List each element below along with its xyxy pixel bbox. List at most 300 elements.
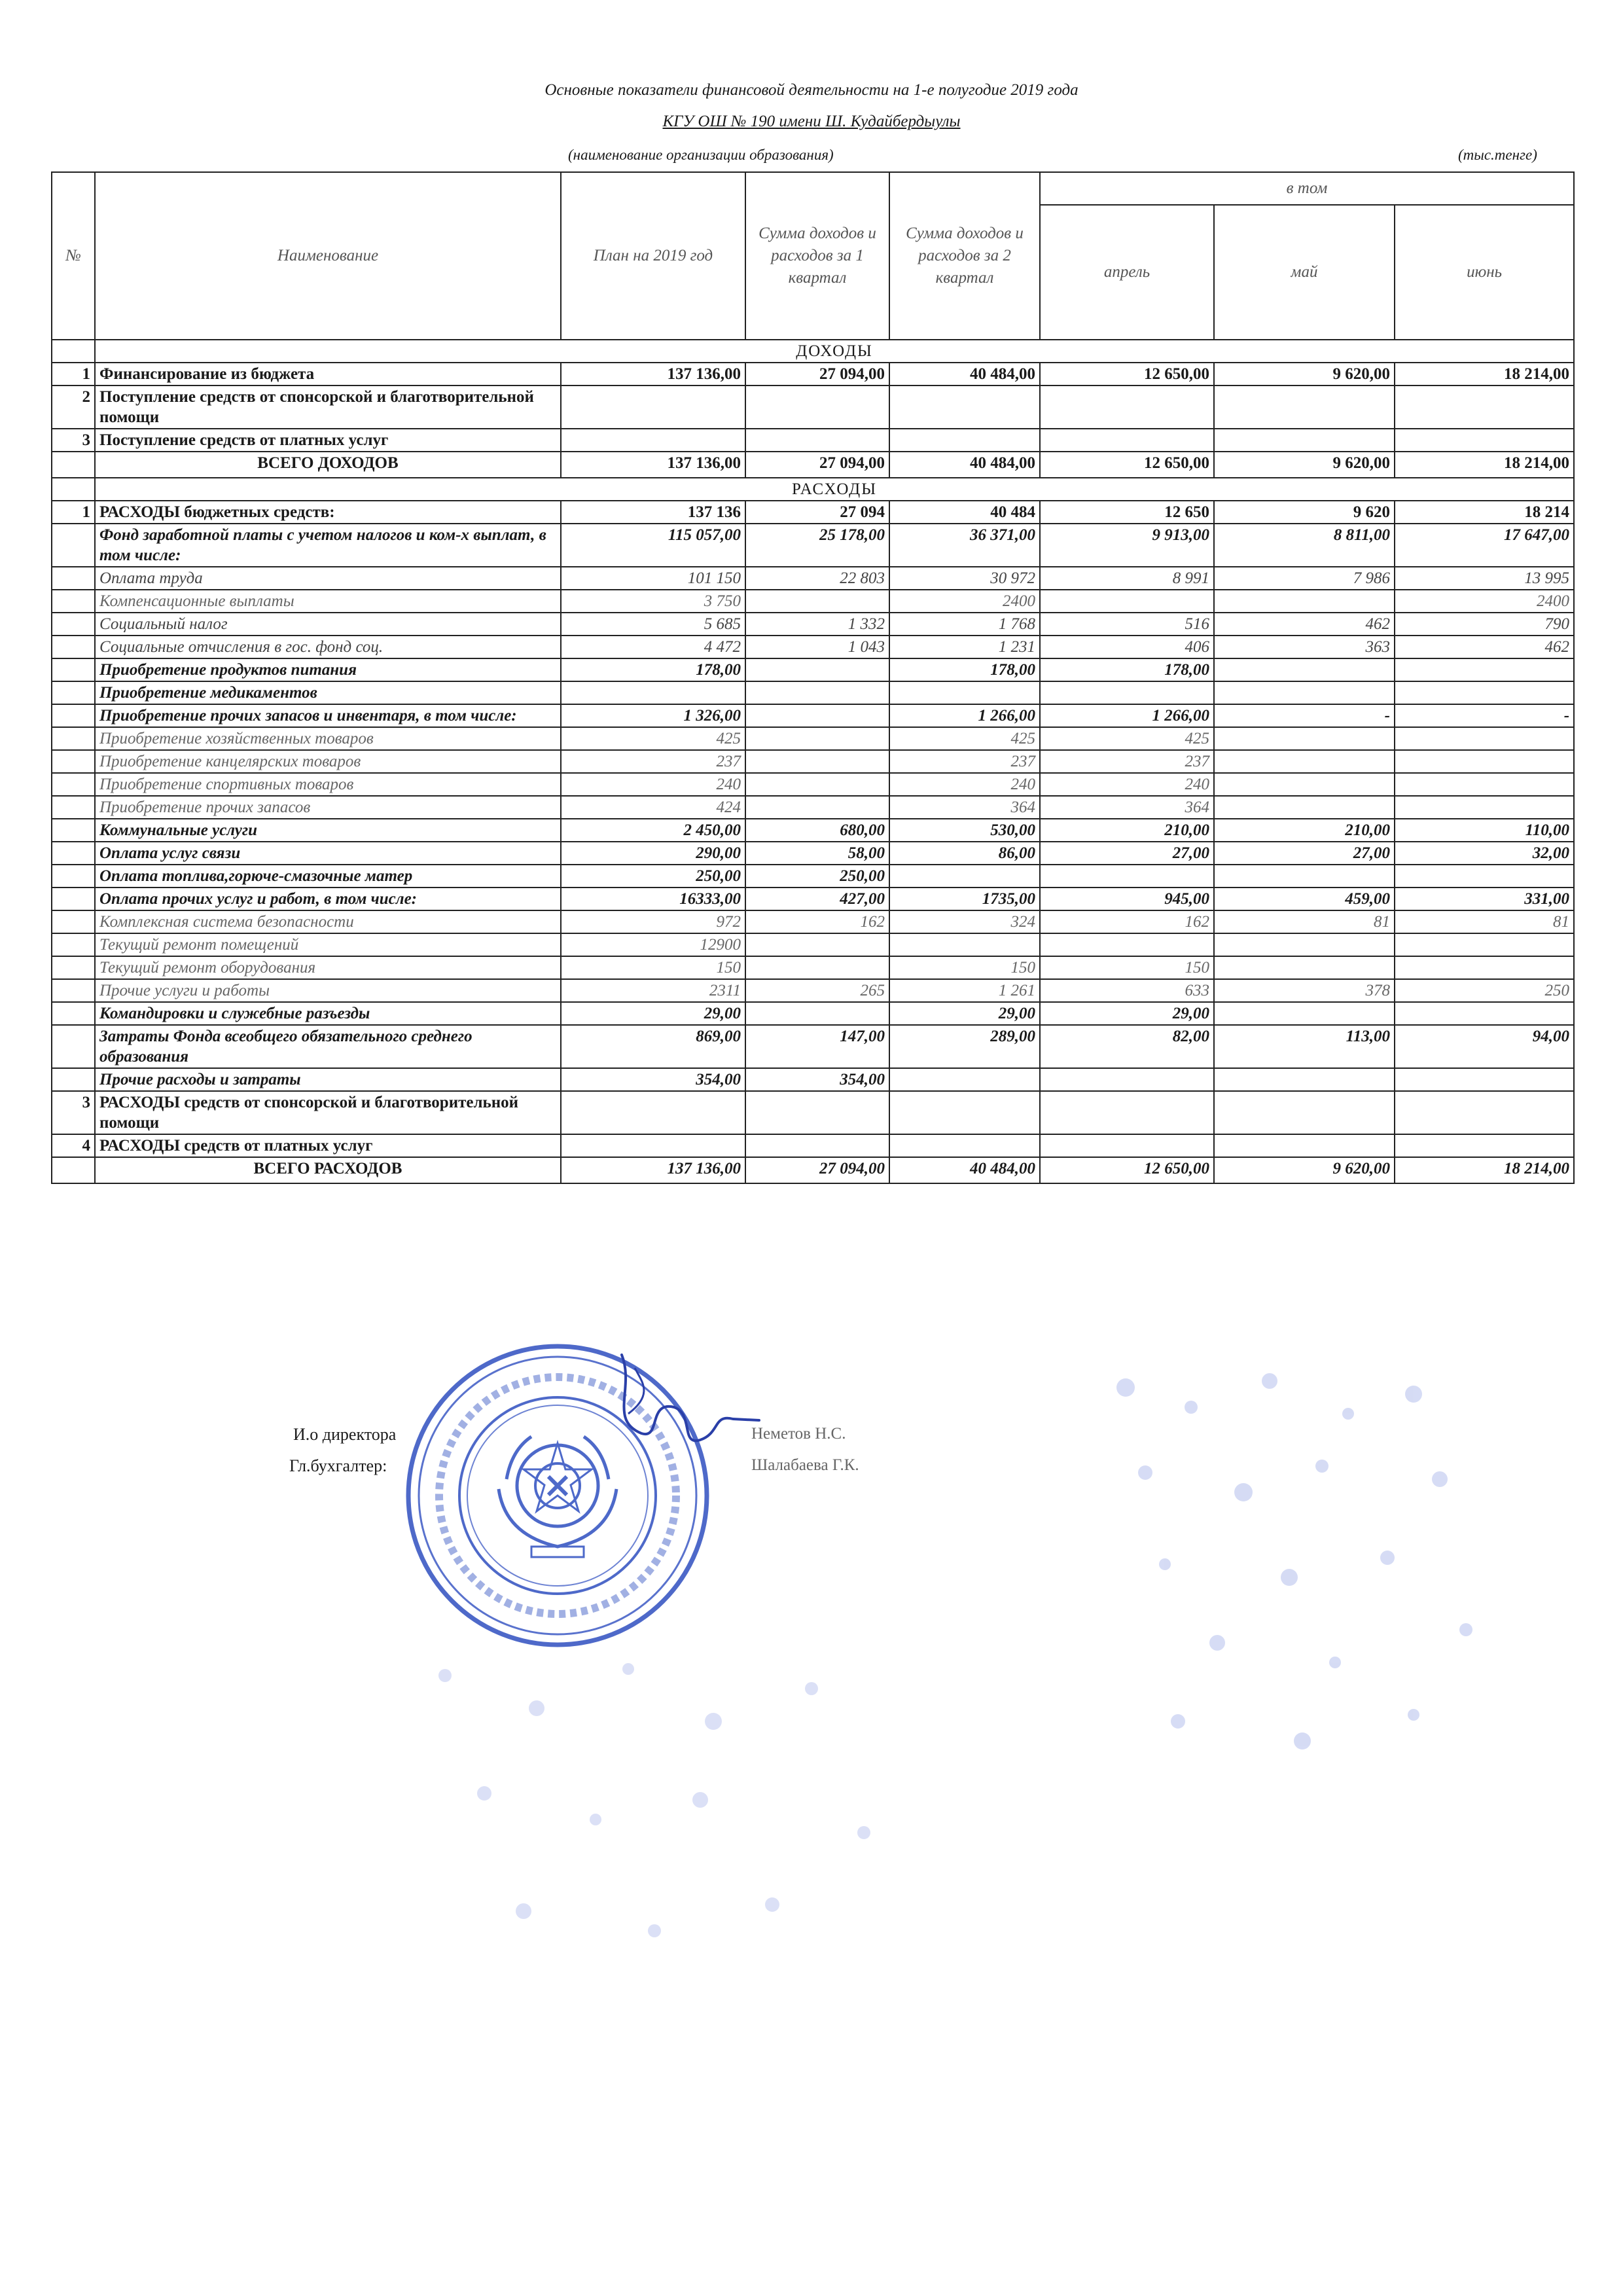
row-number <box>52 452 95 478</box>
row-value-plan: 137 136,00 <box>561 363 745 386</box>
row-number: 2 <box>52 386 95 429</box>
table-row <box>52 750 1574 773</box>
col-april-header: апрель <box>1040 205 1214 340</box>
row-number <box>52 956 95 979</box>
row-value-q1 <box>745 773 889 796</box>
row-value-q2: 40 484 <box>889 501 1040 524</box>
table-row <box>52 1134 1574 1157</box>
row-value-may <box>1214 1134 1395 1157</box>
section-number-cell <box>52 340 95 363</box>
row-value-may: 81 <box>1214 910 1395 933</box>
row-value-q1: 162 <box>745 910 889 933</box>
row-value-plan: 115 057,00 <box>561 524 745 567</box>
row-value-q2: 40 484,00 <box>889 363 1040 386</box>
row-number <box>52 933 95 956</box>
row-value-q2 <box>889 386 1040 429</box>
row-value-plan: 137 136 <box>561 501 745 524</box>
row-value-q2: 1 266,00 <box>889 704 1040 727</box>
row-name: РАСХОДЫ средств от платных услуг <box>95 1134 561 1157</box>
row-name: Прочие расходы и затраты <box>95 1068 561 1091</box>
table-row <box>52 1068 1574 1091</box>
organization-name-text: КГУ ОШ № 190 имени Ш. Кудайбердыулы <box>662 113 961 130</box>
row-number <box>52 865 95 888</box>
row-number <box>52 704 95 727</box>
row-value-q1 <box>745 750 889 773</box>
table-body <box>52 340 1574 1183</box>
row-value-q1: 265 <box>745 979 889 1002</box>
row-value-plan <box>561 1134 745 1157</box>
row-value-q1 <box>745 796 889 819</box>
row-number <box>52 1025 95 1068</box>
table-row <box>52 819 1574 842</box>
row-value-q1 <box>745 386 889 429</box>
row-value-may <box>1214 681 1395 704</box>
row-value-q2: 1 768 <box>889 613 1040 636</box>
row-name: Приобретение продуктов питания <box>95 658 561 681</box>
row-value-q1 <box>745 1002 889 1025</box>
header-row <box>52 172 1574 205</box>
row-name: РАСХОДЫ средств от спонсорской и благотворительной помощи <box>95 1091 561 1134</box>
row-value-apr: 150 <box>1040 956 1214 979</box>
row-number <box>52 910 95 933</box>
row-value-jun <box>1395 1134 1574 1157</box>
row-value-q2: 240 <box>889 773 1040 796</box>
row-value-may <box>1214 1068 1395 1091</box>
row-value-q2: 40 484,00 <box>889 452 1040 478</box>
row-value-q2: 1735,00 <box>889 888 1040 910</box>
row-name: Оплата топлива,горюче-смазочные матер <box>95 865 561 888</box>
income-section-header <box>52 340 1574 363</box>
col-number-header: № <box>52 172 95 340</box>
table-row <box>52 1025 1574 1068</box>
row-name: Текущий ремонт оборудования <box>95 956 561 979</box>
row-value-may: 363 <box>1214 636 1395 658</box>
row-value-q1: 27 094,00 <box>745 363 889 386</box>
row-value-plan: 12900 <box>561 933 745 956</box>
row-value-apr: 9 913,00 <box>1040 524 1214 567</box>
row-value-q1: 147,00 <box>745 1025 889 1068</box>
row-value-plan: 3 750 <box>561 590 745 613</box>
row-value-q2 <box>889 429 1040 452</box>
row-number <box>52 658 95 681</box>
row-value-q1 <box>745 429 889 452</box>
row-value-jun <box>1395 681 1574 704</box>
row-value-q2: 1 231 <box>889 636 1040 658</box>
accountant-label: Гл.бухгалтер: <box>289 1456 387 1475</box>
row-value-jun: 13 995 <box>1395 567 1574 590</box>
row-value-q1: 354,00 <box>745 1068 889 1091</box>
row-name: Поступление средств от спонсорской и благотворительной помощи <box>95 386 561 429</box>
row-value-jun: 32,00 <box>1395 842 1574 865</box>
section-number-cell <box>52 478 95 501</box>
row-name: Финансирование из бюджета <box>95 363 561 386</box>
table-row <box>52 796 1574 819</box>
table-row <box>52 613 1574 636</box>
row-value-jun: 18 214,00 <box>1395 452 1574 478</box>
table-row <box>52 888 1574 910</box>
row-value-may: 9 620,00 <box>1214 452 1395 478</box>
row-number <box>52 796 95 819</box>
row-value-q2: 324 <box>889 910 1040 933</box>
table-row <box>52 865 1574 888</box>
row-value-q2: 178,00 <box>889 658 1040 681</box>
row-name: Компенсационные выплаты <box>95 590 561 613</box>
row-value-q1: 22 803 <box>745 567 889 590</box>
row-value-q1 <box>745 658 889 681</box>
row-value-q2: 237 <box>889 750 1040 773</box>
row-value-plan: 101 150 <box>561 567 745 590</box>
row-value-q1: 27 094,00 <box>745 452 889 478</box>
table-row <box>52 910 1574 933</box>
organization-name <box>0 113 1623 131</box>
row-value-jun: 81 <box>1395 910 1574 933</box>
row-number <box>52 613 95 636</box>
row-value-may <box>1214 1091 1395 1134</box>
col-name-header: Наименование <box>95 172 561 340</box>
row-value-apr <box>1040 681 1214 704</box>
row-value-plan: 972 <box>561 910 745 933</box>
col-june-header: июнь <box>1395 205 1574 340</box>
row-value-q2: 40 484,00 <box>889 1157 1040 1183</box>
row-value-jun <box>1395 1002 1574 1025</box>
row-value-plan <box>561 429 745 452</box>
row-value-q1: 27 094 <box>745 501 889 524</box>
row-value-apr: 945,00 <box>1040 888 1214 910</box>
row-name: Оплата труда <box>95 567 561 590</box>
row-value-jun: 331,00 <box>1395 888 1574 910</box>
row-value-apr: 8 991 <box>1040 567 1214 590</box>
row-value-plan: 237 <box>561 750 745 773</box>
row-value-q2 <box>889 1091 1040 1134</box>
table-row <box>52 842 1574 865</box>
col-plan-header: План на 2019 год <box>561 172 745 340</box>
row-value-q2: 364 <box>889 796 1040 819</box>
row-value-plan: 2311 <box>561 979 745 1002</box>
table-row <box>52 933 1574 956</box>
row-value-plan: 869,00 <box>561 1025 745 1068</box>
row-value-q1: 250,00 <box>745 865 889 888</box>
row-value-apr: 364 <box>1040 796 1214 819</box>
row-value-q2: 530,00 <box>889 819 1040 842</box>
table-row <box>52 567 1574 590</box>
row-value-apr: 12 650,00 <box>1040 1157 1214 1183</box>
row-value-jun <box>1395 796 1574 819</box>
row-value-jun: 250 <box>1395 979 1574 1002</box>
row-value-jun <box>1395 750 1574 773</box>
row-value-plan: 290,00 <box>561 842 745 865</box>
table-row <box>52 1002 1574 1025</box>
row-number: 1 <box>52 501 95 524</box>
row-value-jun: 18 214,00 <box>1395 1157 1574 1183</box>
row-value-plan: 250,00 <box>561 865 745 888</box>
row-value-may: 378 <box>1214 979 1395 1002</box>
table-row <box>52 658 1574 681</box>
row-value-may <box>1214 796 1395 819</box>
row-value-may <box>1214 386 1395 429</box>
row-value-plan: 240 <box>561 773 745 796</box>
table-row <box>52 773 1574 796</box>
row-name: Прочие услуги и работы <box>95 979 561 1002</box>
row-value-may: 210,00 <box>1214 819 1395 842</box>
row-value-apr <box>1040 590 1214 613</box>
row-value-jun: 462 <box>1395 636 1574 658</box>
table-row <box>52 524 1574 567</box>
ink-bleed-marks <box>1073 1368 1531 1774</box>
row-value-apr <box>1040 1091 1214 1134</box>
table-row <box>52 501 1574 524</box>
row-value-jun <box>1395 933 1574 956</box>
row-name: Текущий ремонт помещений <box>95 933 561 956</box>
table-row <box>52 363 1574 386</box>
row-number <box>52 979 95 1002</box>
row-value-jun: 17 647,00 <box>1395 524 1574 567</box>
row-value-q1: 58,00 <box>745 842 889 865</box>
row-value-q2: 30 972 <box>889 567 1040 590</box>
ink-bleed-marks-lower <box>406 1649 903 1977</box>
row-name: Командировки и служебные разъезды <box>95 1002 561 1025</box>
row-value-may <box>1214 727 1395 750</box>
row-name: ВСЕГО РАСХОДОВ <box>95 1157 561 1183</box>
row-value-plan: 29,00 <box>561 1002 745 1025</box>
row-value-apr: 162 <box>1040 910 1214 933</box>
row-value-apr: 12 650 <box>1040 501 1214 524</box>
row-value-apr <box>1040 429 1214 452</box>
row-number: 3 <box>52 1091 95 1134</box>
row-value-apr: 12 650,00 <box>1040 363 1214 386</box>
row-name: Оплата прочих услуг и работ, в том числе: <box>95 888 561 910</box>
director-name: Неметов Н.С. <box>751 1425 846 1443</box>
row-value-plan <box>561 386 745 429</box>
row-value-plan <box>561 681 745 704</box>
table-row <box>52 727 1574 750</box>
row-value-jun <box>1395 386 1574 429</box>
row-value-q1: 680,00 <box>745 819 889 842</box>
row-value-jun: 18 214 <box>1395 501 1574 524</box>
total-row <box>52 1157 1574 1183</box>
row-value-jun: 18 214,00 <box>1395 363 1574 386</box>
row-value-q1 <box>745 590 889 613</box>
row-value-apr: 406 <box>1040 636 1214 658</box>
row-value-plan: 137 136,00 <box>561 452 745 478</box>
row-number <box>52 1002 95 1025</box>
document-title: Основные показатели финансовой деятельности на 1-е полугодие 2019 года <box>544 81 1079 99</box>
row-value-q1 <box>745 727 889 750</box>
row-value-plan <box>561 1091 745 1134</box>
row-value-apr: 27,00 <box>1040 842 1214 865</box>
row-value-apr: 237 <box>1040 750 1214 773</box>
row-value-plan: 4 472 <box>561 636 745 658</box>
row-value-may <box>1214 590 1395 613</box>
row-value-apr: 29,00 <box>1040 1002 1214 1025</box>
row-value-q2: 2400 <box>889 590 1040 613</box>
row-name: Комплексная система безопасности <box>95 910 561 933</box>
col-may-header: май <box>1214 205 1395 340</box>
row-value-plan: 137 136,00 <box>561 1157 745 1183</box>
row-value-q1: 1 043 <box>745 636 889 658</box>
table-row <box>52 681 1574 704</box>
row-value-may <box>1214 773 1395 796</box>
row-value-apr <box>1040 865 1214 888</box>
row-name: Приобретение хозяйственных товаров <box>95 727 561 750</box>
row-value-q1 <box>745 1134 889 1157</box>
row-value-jun <box>1395 956 1574 979</box>
row-value-apr: 1 266,00 <box>1040 704 1214 727</box>
row-value-apr: 178,00 <box>1040 658 1214 681</box>
financial-table <box>51 171 1575 1184</box>
row-name: Приобретение прочих запасов <box>95 796 561 819</box>
row-value-apr: 425 <box>1040 727 1214 750</box>
row-value-jun: 790 <box>1395 613 1574 636</box>
row-value-may: 27,00 <box>1214 842 1395 865</box>
row-name: Приобретение спортивных товаров <box>95 773 561 796</box>
row-value-jun: - <box>1395 704 1574 727</box>
row-value-plan: 1 326,00 <box>561 704 745 727</box>
row-value-plan: 5 685 <box>561 613 745 636</box>
row-value-q2: 289,00 <box>889 1025 1040 1068</box>
row-name: Приобретение медикаментов <box>95 681 561 704</box>
table-row <box>52 636 1574 658</box>
row-name: РАСХОДЫ бюджетных средств: <box>95 501 561 524</box>
row-value-may <box>1214 658 1395 681</box>
row-value-apr <box>1040 1068 1214 1091</box>
row-number <box>52 819 95 842</box>
expense-section-header <box>52 478 1574 501</box>
row-value-plan: 150 <box>561 956 745 979</box>
row-name: Оплата услуг связи <box>95 842 561 865</box>
row-number <box>52 842 95 865</box>
row-value-q2 <box>889 865 1040 888</box>
row-number <box>52 636 95 658</box>
row-value-q2: 150 <box>889 956 1040 979</box>
row-value-q2 <box>889 1068 1040 1091</box>
table-row <box>52 979 1574 1002</box>
row-number <box>52 524 95 567</box>
row-value-may: 7 986 <box>1214 567 1395 590</box>
row-value-plan: 354,00 <box>561 1068 745 1091</box>
row-value-q1: 25 178,00 <box>745 524 889 567</box>
row-value-q1: 27 094,00 <box>745 1157 889 1183</box>
row-value-jun <box>1395 1091 1574 1134</box>
row-number <box>52 750 95 773</box>
row-value-q2: 29,00 <box>889 1002 1040 1025</box>
table-row <box>52 956 1574 979</box>
row-value-may <box>1214 1002 1395 1025</box>
table-row <box>52 590 1574 613</box>
row-value-may: 462 <box>1214 613 1395 636</box>
row-number: 3 <box>52 429 95 452</box>
row-value-may: 9 620,00 <box>1214 1157 1395 1183</box>
row-value-q2: 1 261 <box>889 979 1040 1002</box>
col-q1-header: Сумма доходов и расходов за 1 квартал <box>745 172 889 340</box>
row-value-q1 <box>745 704 889 727</box>
row-value-jun <box>1395 429 1574 452</box>
income-section-header-label: ДОХОДЫ <box>95 340 1574 363</box>
row-number <box>52 567 95 590</box>
row-value-q2: 425 <box>889 727 1040 750</box>
row-value-jun <box>1395 727 1574 750</box>
row-value-apr: 12 650,00 <box>1040 452 1214 478</box>
row-value-plan: 2 450,00 <box>561 819 745 842</box>
row-value-apr <box>1040 933 1214 956</box>
row-value-q1 <box>745 956 889 979</box>
row-name: Затраты Фонда всеобщего обязательного среднего образования <box>95 1025 561 1068</box>
row-number: 4 <box>52 1134 95 1157</box>
expense-section-header-label: РАСХОДЫ <box>95 478 1574 501</box>
row-value-q2 <box>889 1134 1040 1157</box>
row-value-apr <box>1040 386 1214 429</box>
row-name: Приобретение прочих запасов и инвентаря, в том числе: <box>95 704 561 727</box>
row-name: Поступление средств от платных услуг <box>95 429 561 452</box>
total-row <box>52 452 1574 478</box>
row-value-may: 459,00 <box>1214 888 1395 910</box>
table-row <box>52 1091 1574 1134</box>
row-number: 1 <box>52 363 95 386</box>
row-value-may <box>1214 750 1395 773</box>
row-name: ВСЕГО ДОХОДОВ <box>95 452 561 478</box>
row-value-q1 <box>745 681 889 704</box>
row-value-may: 9 620 <box>1214 501 1395 524</box>
row-value-q2: 36 371,00 <box>889 524 1040 567</box>
row-value-apr: 210,00 <box>1040 819 1214 842</box>
table-row <box>52 386 1574 429</box>
row-value-may: 113,00 <box>1214 1025 1395 1068</box>
row-value-apr: 633 <box>1040 979 1214 1002</box>
row-value-jun: 94,00 <box>1395 1025 1574 1068</box>
table-row <box>52 429 1574 452</box>
row-value-may <box>1214 956 1395 979</box>
row-number <box>52 727 95 750</box>
row-number <box>52 888 95 910</box>
row-value-plan: 424 <box>561 796 745 819</box>
row-number <box>52 681 95 704</box>
row-value-q1 <box>745 933 889 956</box>
row-name: Приобретение канцелярских товаров <box>95 750 561 773</box>
row-value-may <box>1214 865 1395 888</box>
row-number <box>52 1157 95 1183</box>
director-label: И.о директора <box>293 1425 397 1444</box>
row-value-may: 8 811,00 <box>1214 524 1395 567</box>
row-value-q1: 427,00 <box>745 888 889 910</box>
row-value-jun <box>1395 658 1574 681</box>
row-name: Коммунальные услуги <box>95 819 561 842</box>
row-name: Фонд заработной платы с учетом налогов и ком-х выплат, в том числе: <box>95 524 561 567</box>
row-value-apr: 82,00 <box>1040 1025 1214 1068</box>
col-group-header: в том <box>1040 172 1574 205</box>
row-value-q2: 86,00 <box>889 842 1040 865</box>
table-row <box>52 704 1574 727</box>
row-value-apr: 516 <box>1040 613 1214 636</box>
row-value-jun <box>1395 865 1574 888</box>
accountant-name: Шалабаева Г.К. <box>751 1456 859 1474</box>
currency-unit: (тыс.тенге) <box>1458 147 1537 163</box>
row-value-plan: 16333,00 <box>561 888 745 910</box>
row-value-jun: 2400 <box>1395 590 1574 613</box>
row-value-q2 <box>889 933 1040 956</box>
row-value-may: - <box>1214 704 1395 727</box>
row-value-q1: 1 332 <box>745 613 889 636</box>
row-value-plan: 425 <box>561 727 745 750</box>
row-value-jun <box>1395 1068 1574 1091</box>
row-value-apr: 240 <box>1040 773 1214 796</box>
row-name: Социальные отчисления в гос. фонд соц. <box>95 636 561 658</box>
row-value-jun <box>1395 773 1574 796</box>
row-value-apr <box>1040 1134 1214 1157</box>
row-number <box>52 773 95 796</box>
col-q2-header: Сумма доходов и расходов за 2 квартал <box>889 172 1040 340</box>
signature-mark <box>596 1342 766 1473</box>
row-value-q1 <box>745 1091 889 1134</box>
row-value-plan: 178,00 <box>561 658 745 681</box>
